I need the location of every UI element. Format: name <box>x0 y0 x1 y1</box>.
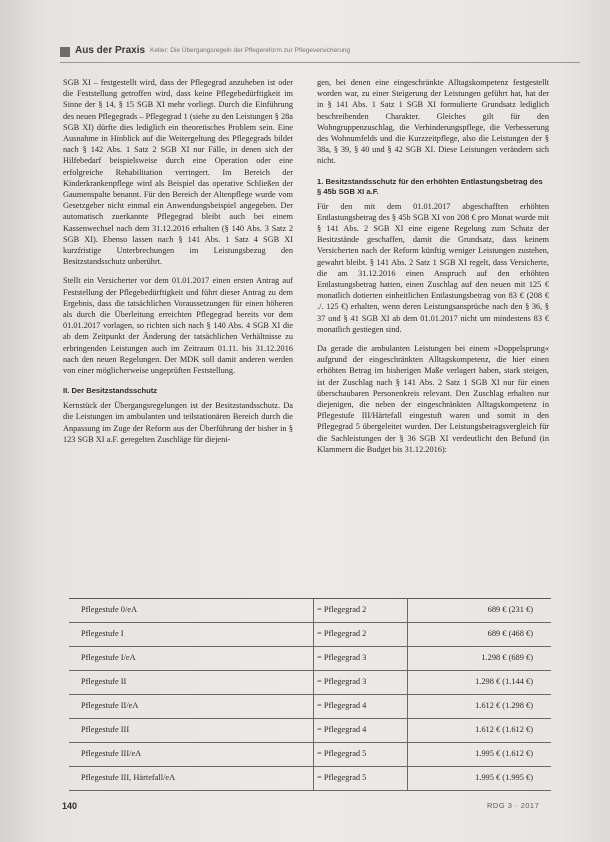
table-row <box>69 647 551 671</box>
care-level-old: Pflegestufe I <box>81 629 124 638</box>
running-head: Keller: Die Übergangsregeln der Pflegereform zur Pflegeversicherung <box>150 47 351 54</box>
care-grade-new: = Pflegegrad 2 <box>317 605 367 614</box>
care-level-old: Pflegestufe 0/eA <box>81 605 138 614</box>
paragraph: Da gerade die ambulanten Leistungen bei einem »Doppelsprung« aufgrund der eingeschränkten Alltagskompetenz, die hier einen erhöhten Betrag im bisherigen Maße verlagert haben, stark steigen, ist der Zuschlag nach § 141 Abs. 2 Satz 1 SGB XI nur für einen überschaubaren Personenkreis relevant. Den Zuschlag erhalten nur diejenigen, die neben der eingeschränkten Alltagskompetenz in Pflegestufe III/Härtefall eingestuft waren und somit in den Pflegegrad 5 übergeleitet wurden. Der Leistungsbetragsvergleich für die Sachleistungen der § 36 SGB XI verdeutlicht den Befund (in Klammern die Budget bis 31.12.2016): <box>317 344 549 454</box>
care-level-old: Pflegestufe II <box>81 677 127 686</box>
section-marker-icon <box>60 47 70 57</box>
paragraph: Für den mit dem 01.01.2017 abgeschafften erhöhten Entlastungsbetrag des § 45b SGB XI von 208 € pro Monat wurde mit § 141 Abs. 2 SGB XI eine eigene Regelung zum Schutz der Besitzstände geschaffen, damit die Grundsatz, dass keinem Versicherten nach der Reform künftig weniger Leistungen zustehen, gewahrt bleibt. § 141 Abs. 2 Satz 1 SGB XI regelt, dass Versicherte, die am 31.12.2016 einen Anspruch auf den erhöhten Entlastungsbetrag hatten, einen Zuschlag auf den neuen mit 125 € monatlich dotierten einheitlichen Entlastungsbetrag von 83 € (208 € ./. 125 €) erhalten, wenn deren Leistungsansprüche nach den § 36, § 37 und § 41 SGB XI ab dem 01.01.2017 nicht um mindestens 83 € monatlich gestiegen sind. <box>317 201 549 334</box>
care-level-old: Pflegestufe I/eA <box>81 653 136 662</box>
care-grade-new: = Pflegegrad 2 <box>317 629 367 638</box>
benefit-amount: 1.995 € (1.995 €) <box>475 773 533 782</box>
left-column <box>63 77 293 453</box>
subsection-heading: 1. Besitzstandsschutz für den erhöhten Entlastungsbetrag des § 45b SGB XI a.F. <box>317 176 543 196</box>
table-row <box>69 743 551 767</box>
care-level-old: Pflegestufe III <box>81 725 130 734</box>
table-row <box>69 695 551 719</box>
care-grade-new: = Pflegegrad 4 <box>317 725 367 734</box>
care-level-old: Pflegestufe III, Härtefall/eA <box>81 773 176 782</box>
paragraph: gen, bei denen eine eingeschränkte Alltagskompetenz festgestellt worden war, zu einer Steigerung der Leistungen geführt hat, hat der in § 141 Abs. 1 Satz 1 SGB XI formulierte Grundsatz lediglich beschreibenden Charakter. Gleiches gilt für den Wohngruppenzuschlag, die Verhinderungspflege, die Verbesserung des Wohnumfelds und die Kurzzeitpflege, also die Leistungen der § 38a, § 39, § 40 und § 42 SGB XI. Diese Leistungen verändern sich nicht. <box>317 78 549 166</box>
section-title: Aus der Praxis <box>75 45 146 56</box>
page-number: 140 <box>62 801 78 811</box>
care-level-old: Pflegestufe II/eA <box>81 701 139 710</box>
section-heading: II. Der Besitzstandsschutz <box>63 386 158 396</box>
benefit-amount: 1.995 € (1.612 €) <box>475 749 533 758</box>
table-row <box>69 719 551 743</box>
benefit-amount: 1.298 € (689 €) <box>481 653 533 662</box>
care-grade-new: = Pflegegrad 3 <box>317 677 367 686</box>
header-divider <box>60 62 580 63</box>
care-grade-new: = Pflegegrad 5 <box>317 749 367 758</box>
benefit-comparison-table <box>69 598 551 791</box>
care-grade-new: = Pflegegrad 3 <box>317 653 367 662</box>
benefit-amount: 1.612 € (1.612 €) <box>475 725 533 734</box>
benefit-amount: 689 € (468 €) <box>487 629 533 638</box>
paragraph: Kernstück der Übergangsregelungen ist der Besitzstandsschutz. Da die Leistungen im ambulanten und teilstationären Bereich durch die Anpassung im Zuge der Reform aus der Überführung der bisher in § 123 SGB XI a.F. geregelten Zuschläge für diejeni- <box>63 401 293 444</box>
care-level-old: Pflegestufe III/eA <box>81 749 142 758</box>
benefit-amount: 1.612 € (1.298 €) <box>475 701 533 710</box>
care-grade-new: = Pflegegrad 4 <box>317 701 367 710</box>
benefit-amount: 1.298 € (1.144 €) <box>475 677 533 686</box>
care-grade-new: = Pflegegrad 5 <box>317 773 367 782</box>
table-row <box>69 623 551 647</box>
right-column <box>317 77 549 463</box>
page-header <box>60 46 580 60</box>
paragraph: SGB XI – festgestellt wird, dass der Pflegegrad anzuheben ist oder die Feststellung getroffen wird, dass keine Pflegebedürftigkeit im Sinne der § 14, § 15 SGB XI mehr vorliegt. Durch die Einführung des neuen Pflegegrads – Pflegegrad 1 (siehe zu den Leistungen § 28a SGB XI) dürfte dies lediglich ein theoretisches Problem sein. Eine Ausnahme in Hinblick auf die Weitergeltung des Pflegegrads bildet nach § 142 Abs. 1 Satz 2 SGB XI nur Fälle, in denen sich der Hilfebedarf beispielsweise durch eine Operation oder eine erfolgreiche Rehabilitation verringert. Im Bereich der Kinderkrankenpflege wird als Beispiel das operative Schließen der Gaumenspalte benannt. Für den Bereich der Altenpflege wurde vom Gesetzgeber nicht einmal ein Anwendungsbeispiel angegeben. Der automatisch zuerkannte Pflegegrad bleibt auch bei einem Kassenwechsel nach dem 31.12.2016 erhalten (§ 140 Abs. 3 Satz 2 SGB XI). Ebenso lassen nach § 141 Abs. 1 Satz 4 SGB XI kurzfristige Unterbrechungen im Leistungsbezug den Besitzstandsschutz unberührt. <box>63 78 293 267</box>
paragraph: Stellt ein Versicherter vor dem 01.01.2017 einen ersten Antrag auf Feststellung der Pflegebedürftigkeit und führt dieser Antrag zu dem Ergebnis, dass die tatsächlichen Voraussetzungen für einen höheren als durch die Überleitung erreichten Pflegegrad bereits vor dem 01.01.2017 vorlagen, so richten sich nach § 140 Abs. 4 SGB XI die ab dem Zeitpunkt der Änderung der tatsächlichen Verhältnisse zu erbringenden Leistungen auch im Zeitraum 01.11. bis 31.12.2016 nach den neuen Regelungen. Der MDK soll damit anderen werden von einer möglicherweise ungeprüften Feststellung. <box>63 276 293 376</box>
table-row <box>69 767 551 791</box>
table-row <box>69 671 551 695</box>
benefit-amount: 689 € (231 €) <box>487 605 533 614</box>
table-row <box>69 599 551 623</box>
journal-issue: RDG 3 · 2017 <box>487 801 540 810</box>
